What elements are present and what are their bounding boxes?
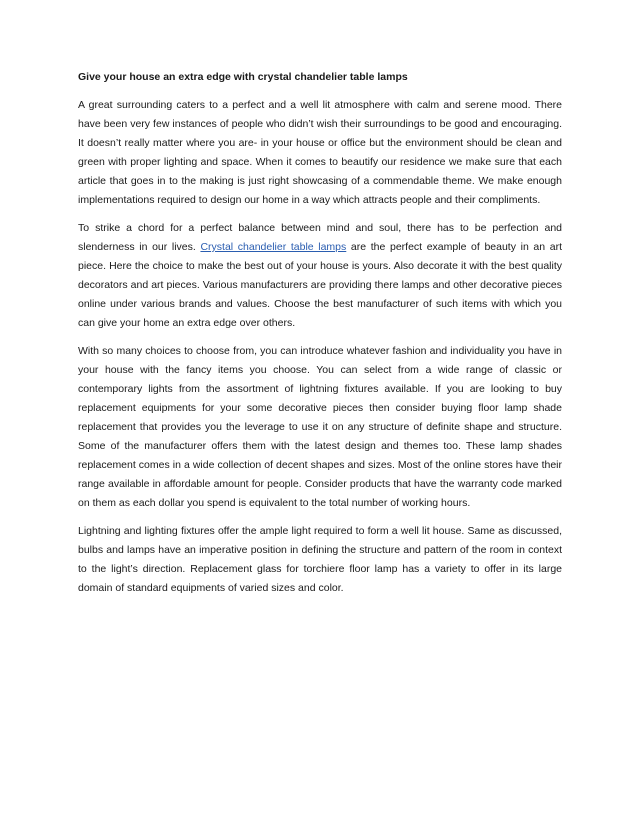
document-title: Give your house an extra edge with crystal chandelier table lamps xyxy=(78,71,408,83)
crystal-chandelier-link[interactable]: Crystal chandelier table lamps xyxy=(200,241,347,253)
paragraph-4: Lightning and lighting fixtures offer the ample light required to form a well lit house. Same as discussed, bulbs and lamps have an imperative position in defining the structure and pattern of the room in context to the light’s direction. Replacement glass for torchiere floor lamp has a variety to offer in its large domain of standard equipments of varied sizes and color. xyxy=(78,525,562,594)
paragraph-3: With so many choices to choose from, you can introduce whatever fashion and individuality you have in your house with the fancy items you choose. You can select from a wide range of classic or contemporary lights from the assortment of lightning fixtures available. If you are looking to buy replacement equipments for your some decorative pieces then consider buying floor lamp shade replacement that provides you the leverage to use it on any structure of definite shape and structure. Some of the manufacturer offers them with the latest design and themes too. These lamp shades replacement comes in a wide collection of decent shapes and sizes. Most of the online stores have their range available in affordable amount for people. Consider products that have the warranty code marked on them as each dollar you spend is equivalent to the total number of working hours. xyxy=(78,345,562,509)
paragraph-2 xyxy=(78,219,562,333)
document-page xyxy=(78,68,562,607)
paragraph-2-text-before-link: To strike a chord for a perfect balance between mind and soul, there has to be perfection and slenderness in our lives. xyxy=(78,222,562,253)
paragraph-1: A great surrounding caters to a perfect and a well lit atmosphere with calm and serene mood. There have been very few instances of people who didn’t wish their surroundings to be good and encouraging. It doesn’t really matter where you are- in your house or office but the environment should be clean and green with proper lighting and space. When it comes to beautify our residence we make sure that each article that goes in to the making is just right showcasing of a commendable theme. We make enough implementations required to design our home in a way which attracts people and their compliments. xyxy=(78,99,562,206)
paragraph-2-text-after-link: are the perfect example of beauty in an art piece. Here the choice to make the best out of your house is yours. Also decorate it with the best quality decorators and art pieces. Various manufacturers are providing there lamps and other decorative pieces online under various brands and values. Choose the best manufacturer of such items with which you can give your home an extra edge over others. xyxy=(78,241,562,329)
